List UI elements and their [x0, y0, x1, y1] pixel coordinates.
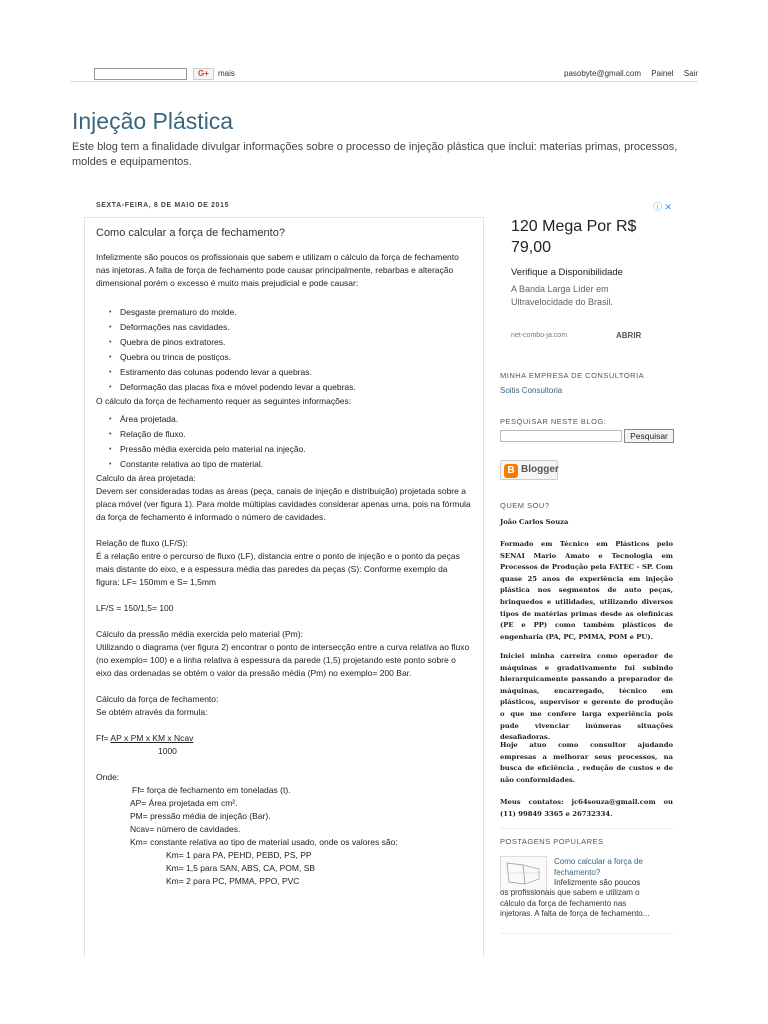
post-intro: Infelizmente são poucos os profissionais que sabem e utilizam o cálculo da força de fechamento nas injetoras. A falta de força de fechamento pode causar principalmente, rebarbas e alteração dimensional porém o excesso é muito mais prejudicial e pode causar:	[96, 252, 459, 288]
blogger-navbar	[70, 62, 698, 82]
formula-prefix: Ff=	[96, 733, 111, 743]
area-heading: Calculo da área projetada:	[96, 473, 196, 483]
company-link[interactable]: Soitis Consultoria	[500, 386, 563, 395]
popular-bottom-divider	[500, 933, 673, 934]
list-item: • Constante relativa ao tipo de material.	[109, 457, 472, 472]
post-date: SEXTA-FEIRA, 8 DE MAIO DE 2015	[96, 202, 230, 209]
blogger-label: Blogger	[521, 464, 559, 475]
formula-numerator: AP x PM x KM x Ncav	[110, 733, 194, 743]
user-email: pasobyte@gmail.com	[564, 69, 642, 78]
company-heading: MINHA EMPRESA DE CONSULTORIA	[500, 371, 645, 380]
list-item: • Relação de fluxo.	[109, 427, 472, 442]
ad-title[interactable]: 120 Mega Por R$ 79,00	[511, 218, 637, 256]
list-item: • Pressão média exercida pelo material na injeção.	[109, 442, 472, 457]
blogger-logo-icon: B	[504, 464, 518, 478]
formula-denominator: 1000	[158, 746, 177, 756]
ad-description: A Banda Larga Líder em Ultravelocidade do Brasil.	[511, 284, 614, 307]
blog-search-input[interactable]	[500, 430, 622, 442]
list-item: • Deformações nas cavidades.	[109, 320, 472, 335]
logout-link[interactable]: Sair	[683, 69, 698, 78]
blogger-badge[interactable]	[500, 460, 558, 480]
list-item: • Quebra de pinos extratores.	[109, 335, 472, 350]
flow-heading: Relação de fluxo (LF/S):	[96, 538, 188, 548]
profile-name[interactable]: João Carlos Souza	[500, 518, 569, 526]
flow-result: LF/S = 150/1,5= 100	[96, 603, 174, 613]
google-plus-button[interactable]: G+	[193, 68, 214, 80]
definition-item: Ff= força de fechamento em toneladas (t).	[132, 785, 291, 795]
popular-post-snippet: Infelizmente são poucos os profissionais que sabem e utilizam o cálculo da força de fechamento nas injetoras. A falta de força de fechamento...	[500, 878, 650, 918]
km-item: Km= 2 para PC, PMMA, PPO, PVC	[166, 876, 300, 886]
popular-post-title[interactable]: Como calcular a força de fechamento?	[554, 857, 643, 877]
list-item: • Desgaste prematuro do molde.	[109, 305, 472, 320]
area-text: Devem ser consideradas todas as áreas (peça, canais de injeção e distribuição) projetada sobre a placa móvel (ver figura 1). Para molde múltiplas cavidades considerar apenas uma, pois na fórmula da força de fechamento é informado o número de cavidades.	[96, 486, 471, 522]
problems-list	[96, 305, 472, 395]
popular-divider	[500, 828, 673, 829]
sidebar-ad[interactable]	[500, 200, 672, 350]
blog-title[interactable]: Injeção Plástica	[72, 108, 234, 134]
navbar-search-input[interactable]	[94, 68, 187, 80]
more-link[interactable]: mais	[218, 69, 235, 78]
ad-choices-icon[interactable]: ⓘ ✕	[652, 202, 672, 212]
profile-paragraph: Iniciei minha carreira como operador de máquinas e gradativamente fui subindo hierarquicamente passando a preparador de máquinas, encarregado, técnico em plásticos, supervisor e gerente de produção o que me confere larga experiência pois pude vivenciar inúmeras situações desafiadoras.	[500, 652, 673, 742]
profile-contacts: Meus contatos: jc64souza@gmail.com ou (11) 99849 3365 e 26732334.	[500, 798, 673, 818]
post-body	[96, 251, 472, 888]
force-heading: Cálculo da força de fechamento:	[96, 694, 219, 704]
list-item: • Área projetada.	[109, 412, 472, 427]
blog-description: Este blog tem a finalidade divulgar informações sobre o processo de injeção plástica que inclui: materias primas, processos, moldes e equipamentos.	[72, 141, 678, 168]
flow-text: É a relação entre o percurso de fluxo (LF), distancia entre o ponto de injeção e o ponto da peças mais distante do eixo, e a espessura média das paredes da peças (S): Conforme exemplo da figura: LF= 150mm e S= 1,5mm	[96, 551, 460, 587]
km-item: Km= 1,5 para SAN, ABS, CA, POM, SB	[166, 863, 316, 873]
requirements-list	[96, 412, 472, 472]
formula	[96, 732, 472, 745]
pressure-heading: Cálculo da pressão média exercida pelo material (Pm):	[96, 629, 303, 639]
where-label: Onde:	[96, 772, 120, 782]
km-item: Km= 1 para PA, PEHD, PEBD, PS, PP	[166, 850, 312, 860]
force-text: Se obtém através da formula:	[96, 707, 208, 717]
definition-item: Ncav= número de cavidades.	[130, 824, 241, 834]
popular-heading: POSTAGENS POPULARES	[500, 837, 604, 846]
profile-paragraph: Hoje atuo como consultor ajudando empresas a melhorar seus processos, na busca de eficiência , redução de custos e de não conformidades.	[500, 741, 673, 784]
search-heading: PESQUISAR NESTE BLOG:	[500, 417, 607, 426]
panel-link[interactable]: Painel	[651, 69, 674, 78]
pressure-text: Utilizando o diagrama (ver figura 2) encontrar o ponto de intersecção entre a curva relativa ao fluxo (no exemplo= 100) e a linha relativa à espessura da parede (1,5) projetando este ponto sobre o eixo das ordenadas se obtém o valor da pressão média (Pm) no exemplo= 200 Bar.	[96, 642, 470, 678]
list-item: • Quebra ou trinca de postiços.	[109, 350, 472, 365]
about-heading: QUEM SOU?	[500, 501, 550, 510]
requirements-intro: O cálculo da força de fechamento requer as seguintes informações:	[96, 396, 352, 406]
navbar-user-area	[556, 68, 698, 80]
profile-paragraph: Formado em Técnico em Plásticos pelo SENAI Mario Amato e Tecnologia em Processos de Produção pela FATEC - SP. Com quase 25 anos de experiência em injeção plástica nos segmentos de auto peças, brinquedos e utilidades, utilizando diversos tipos de matérias primas desde as olefinicas (PE e PP) como também plásticos de engenharia (PA, PC, PMMA, POM e PU).	[500, 540, 673, 641]
definition-item: PM= pressão média de injeção (Bar).	[130, 811, 271, 821]
list-item: • Estiramento das colunas podendo levar a quebras.	[109, 365, 472, 380]
ad-open-button[interactable]: ABRIR	[616, 331, 642, 340]
definition-item: AP= Área projetada em cm².	[130, 798, 238, 808]
post-title[interactable]: Como calcular a força de fechamento?	[96, 227, 285, 239]
ad-url[interactable]: net-combo-ja.com	[511, 332, 568, 339]
list-item: • Deformação das placas fixa e móvel podendo levar a quebras.	[109, 380, 472, 395]
search-button[interactable]: Pesquisar	[624, 429, 674, 443]
definition-item: Km= constante relativa ao tipo de material usado, onde os valores são:	[130, 837, 398, 847]
ad-subtitle[interactable]: Verifique a Disponibilidade	[511, 267, 623, 278]
